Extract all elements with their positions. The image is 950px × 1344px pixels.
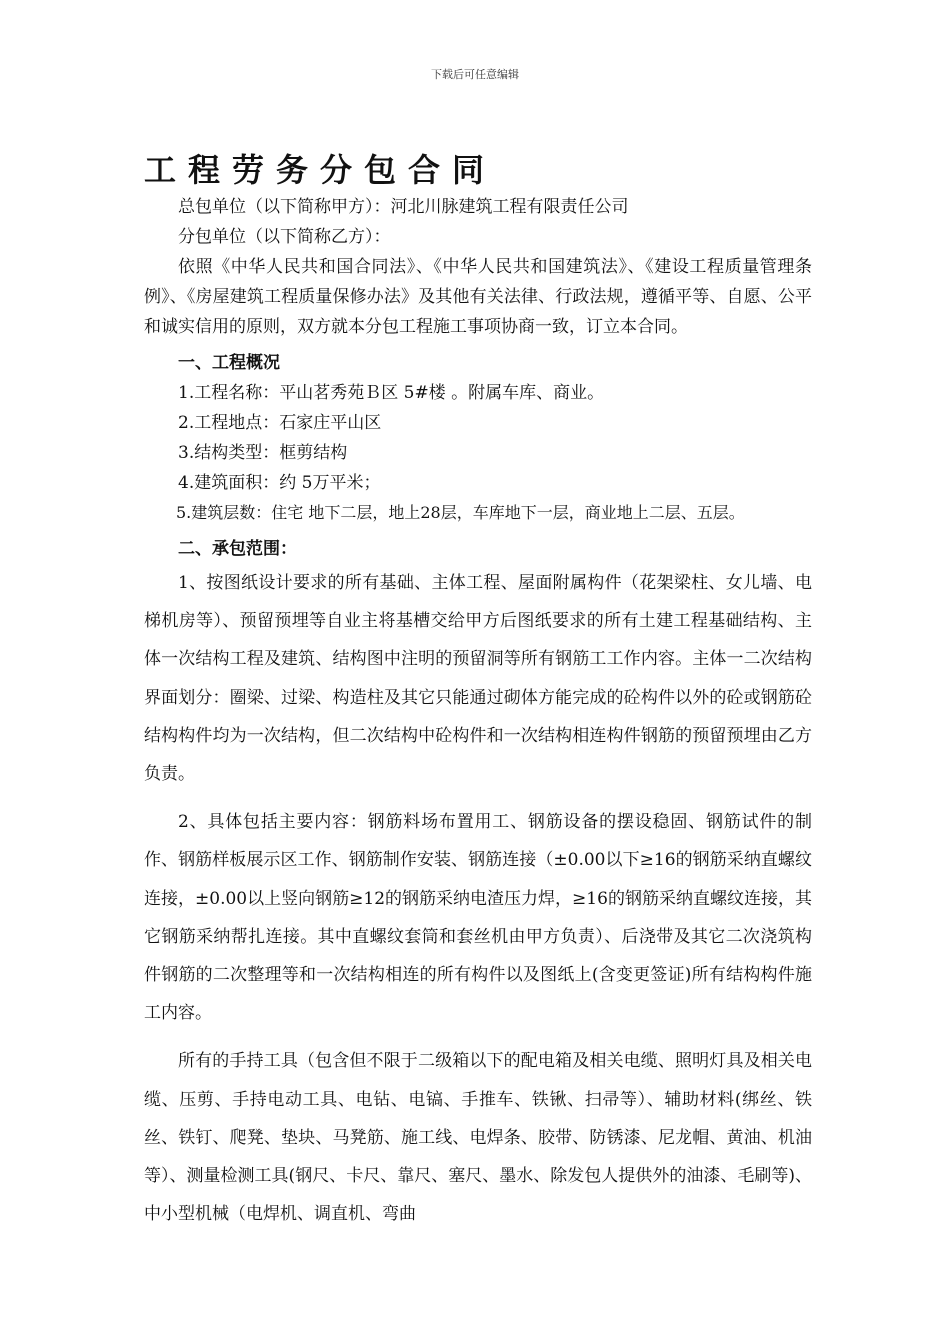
party-a-line: 总包单位（以下简称甲方）：河北川脉建筑工程有限责任公司 xyxy=(178,197,629,217)
scope-paragraph-2: 2、具体包括主要内容：钢筋料场布置用工、钢筋设备的摆设稳固、钢筋试件的制作、钢筋样板展示区工作、钢筋制作安装、钢筋连接（±0.00以下≥16的钢筋采纳直螺纹连接，±0.00以上竖向钢筋≥12的钢筋采纳电渣压力焊，≥16的钢筋采纳直螺纹连接，其它钢筋采纳帮扎连接。其中直螺纹套筒和套丝机由甲方负责）、后浇带及其它二次浇筑构件钢筋的二次整理等和一次结构相连的所有构件以及图纸上(含变更签证)所有结构构件施工内容。 xyxy=(144,812,812,1024)
contract-body xyxy=(144,148,812,1233)
building-area-item: 4.建筑面积：约 5万平米； xyxy=(178,473,381,493)
header-note: 下载后可任意编辑 xyxy=(431,68,519,81)
intro-paragraph: 依照《中华人民共和国合同法》、《中华人民共和国建筑法》、《建设工程质量管理条例》、《房屋建筑工程质量保修办法》及其他有关法律、行政法规，遵循平等、自愿、公平和诚实信用的原则，双方就本分包工程施工事项协商一致，订立本合同。 xyxy=(144,257,812,337)
structure-type-item: 3.结构类型：框剪结构 xyxy=(178,443,348,463)
document-title: 工程劳务分包合同 xyxy=(144,151,497,189)
building-floors-item: 5.建筑层数：住宅 地下二层，地上28层，车库地下一层，商业地上二层、五层。 xyxy=(176,503,745,522)
scope-paragraph-1: 1、按图纸设计要求的所有基础、主体工程、屋面附属构件（花架梁柱、女儿墙、电梯机房等）、预留预埋等自业主将基槽交给甲方后图纸要求的所有土建工程基础结构、主体一次结构工程及建筑、结构图中注明的预留洞等所有钢筋工工作内容。主体一二次结构界面划分：圈梁、过梁、构造柱及其它只能通过砌体方能完成的砼构件以外的砼或钢筋砼结构构件均为一次结构，但二次结构中砼构件和一次结构相连构件钢筋的预留预埋由乙方负责。 xyxy=(144,573,812,785)
section-2-heading: 二、承包范围： xyxy=(178,539,297,559)
project-name-item: 1.工程名称：平山茗秀苑Ｂ区 5#楼 。附属车库、商业。 xyxy=(178,383,605,403)
scope-paragraph-3: 所有的手持工具（包含但不限于二级箱以下的配电箱及相关电缆、照明灯具及相关电缆、压剪、手持电动工具、电钻、电镐、手推车、铁锹、扫帚等）、辅助材料(绑丝、铁丝、铁钉、爬凳、垫块、马凳筋、施工线、电焊条、胶带、防锈漆、尼龙帽、黄油、机油等）、测量检测工具(钢尺、卡尺、靠尺、塞尺、墨水、除发包人提供外的油漆、毛刷等)、中小型机械（电焊机、调直机、弯曲 xyxy=(144,1051,812,1225)
party-b-line: 分包单位（以下简称乙方）： xyxy=(178,227,391,247)
project-location-item: 2.工程地点：石家庄平山区 xyxy=(178,413,382,433)
section-1-heading: 一、工程概况 xyxy=(178,353,280,373)
